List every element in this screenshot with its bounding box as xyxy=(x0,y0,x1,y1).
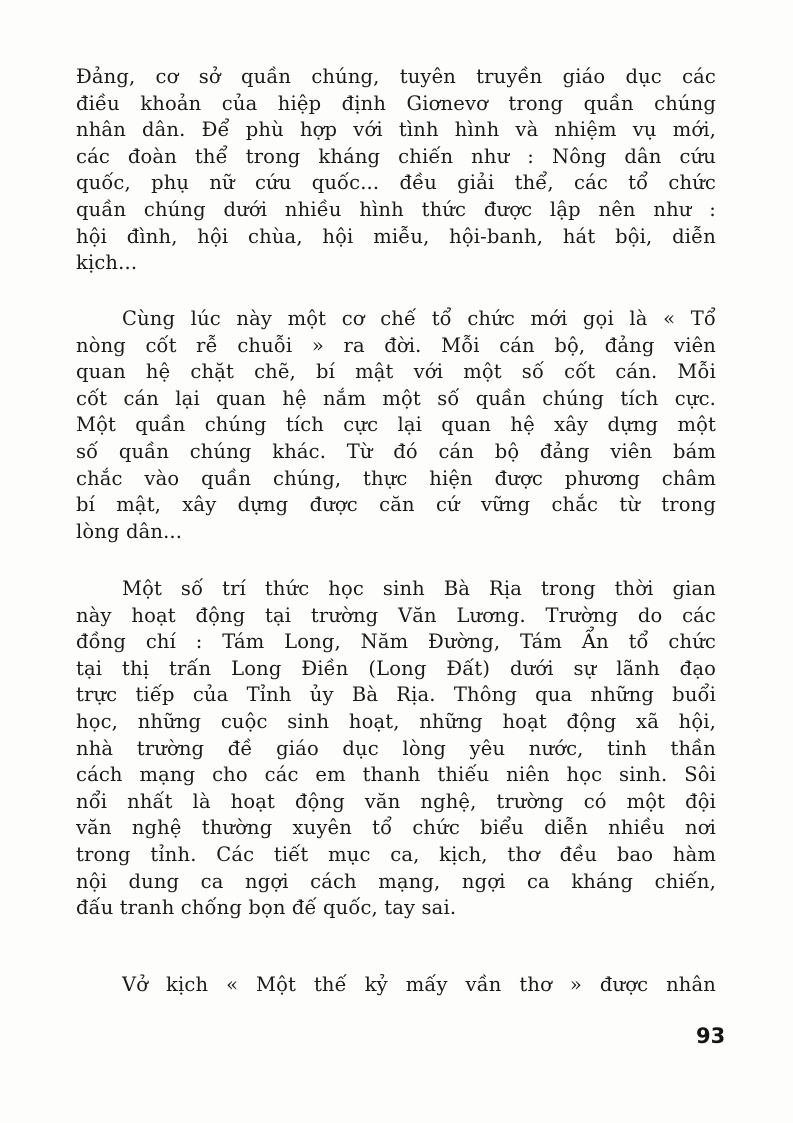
text-line: chắc vào quần chúng, thực hiện được phương châm xyxy=(76,466,716,490)
text-line: nòng cốt rễ chuỗi » ra đời. Mỗi cán bộ, đảng viên xyxy=(76,333,716,357)
paragraph-2 xyxy=(76,306,716,545)
text-line: Một số trí thức học sinh Bà Rịa trong thời gian xyxy=(122,577,716,600)
text-line: văn nghệ thường xuyên tổ chức biểu diễn nhiều nơi xyxy=(76,816,716,840)
text-line: này hoạt động tại trường Văn Lương. Trường do các xyxy=(76,603,716,627)
text-line: nhân dân. Để phù hợp với tình hình và nhiệm vụ mới, xyxy=(76,118,716,142)
paragraph-3 xyxy=(76,576,716,922)
text-line: hội đình, hội chùa, hội miễu, hội-banh, hát bội, diễn xyxy=(76,224,716,248)
text-line: bí mật, xây dựng được căn cứ vững chắc từ trong xyxy=(76,493,716,517)
text-line: tại thị trấn Long Điền (Long Đất) dưới sự lãnh đạo xyxy=(76,656,716,680)
paragraph-4 xyxy=(76,972,716,999)
text-line: trong tỉnh. Các tiết mục ca, kịch, thơ đều bao hàm xyxy=(76,842,716,866)
text-line: điều khoản của hiệp định Giơnevơ trong quần chúng xyxy=(76,91,716,115)
text-line: Cùng lúc này một cơ chế tổ chức mới gọi là « Tổ xyxy=(122,307,716,330)
page-number: 93 xyxy=(696,1024,726,1048)
text-line: đồng chí : Tám Long, Năm Đường, Tám Ẩn tổ chức xyxy=(76,630,716,654)
text-line: số quần chúng khác. Từ đó cán bộ đảng viên bám xyxy=(76,439,716,463)
text-line: lòng dân... xyxy=(76,519,183,543)
text-line: nhà trường đề giáo dục lòng yêu nước, tinh thần xyxy=(76,736,716,760)
text-line: cốt cán lại quan hệ nắm một số quần chúng tích cực. xyxy=(76,386,716,410)
text-line: nổi nhất là hoạt động văn nghệ, trường có một đội xyxy=(76,789,716,813)
text-line: trực tiếp của Tỉnh ủy Bà Rịa. Thông qua những buổi xyxy=(76,683,716,707)
text-line: quần chúng dưới nhiều hình thức được lập nên như : xyxy=(76,197,716,221)
text-line: kịch... xyxy=(76,251,138,275)
text-line: Vở kịch « Một thế kỷ mấy vần thơ » được nhân xyxy=(122,973,716,996)
text-line: cách mạng cho các em thanh thiếu niên học sinh. Sôi xyxy=(76,763,716,787)
text-line: nội dung ca ngợi cách mạng, ngợi ca kháng chiến, xyxy=(76,869,716,893)
paragraph-1 xyxy=(76,64,716,277)
text-line: quốc, phụ nữ cứu quốc... đều giải thể, các tổ chức xyxy=(76,171,716,195)
text-line: các đoàn thể trong kháng chiến như : Nông dân cứu xyxy=(76,144,716,168)
text-line: Đảng, cơ sở quần chúng, tuyên truyền giáo dục các xyxy=(76,65,716,88)
text-line: học, những cuộc sinh hoạt, những hoạt động xã hội, xyxy=(76,709,716,733)
text-line: quan hệ chặt chẽ, bí mật với một số cốt cán. Mỗi xyxy=(76,360,716,384)
text-line: Một quần chúng tích cực lại quan hệ xây dựng một xyxy=(76,413,716,437)
text-line: đấu tranh chống bọn đế quốc, tay sai. xyxy=(76,896,457,920)
